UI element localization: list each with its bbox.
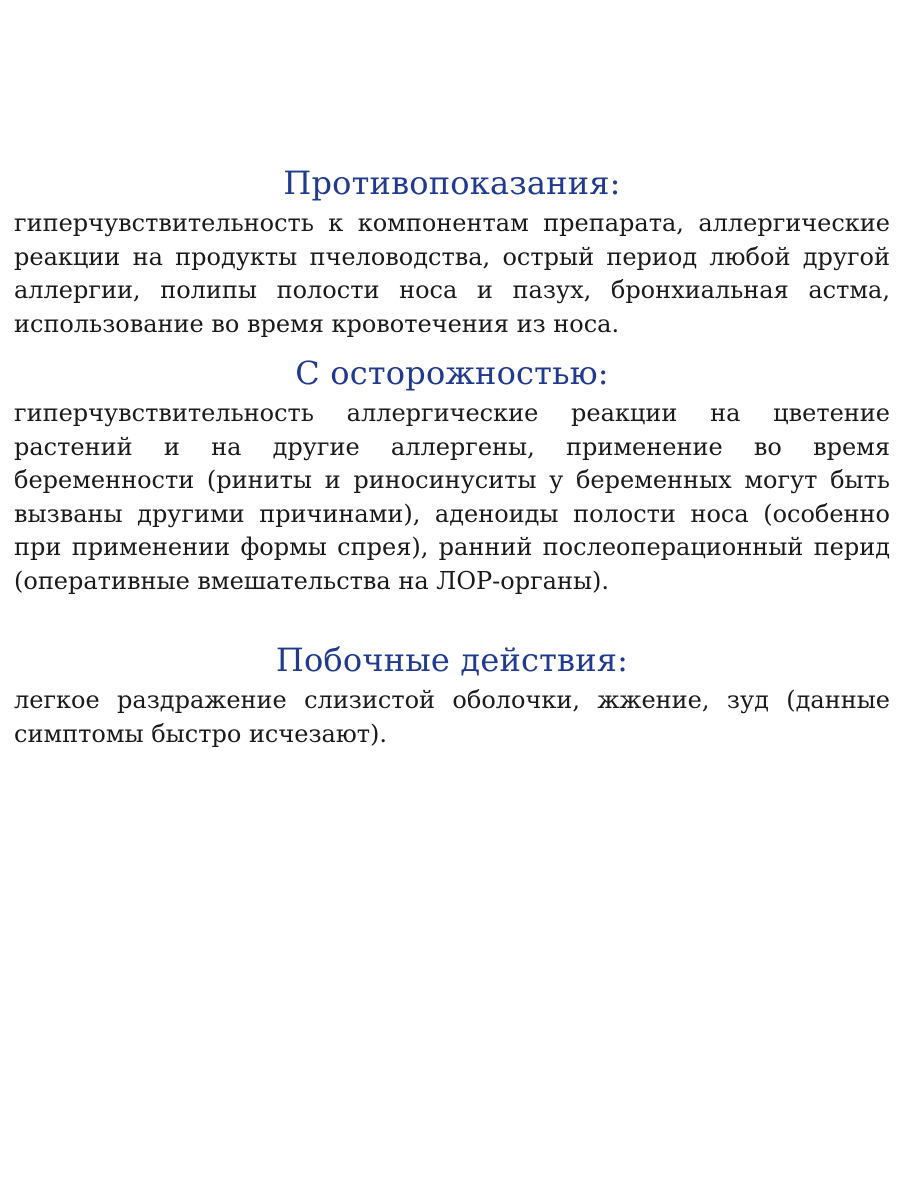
side-effects-heading: Побочные действия: [275,641,629,679]
contraindications-text: гиперчувствительность к компонентам препарата, аллергические реакции на продукты пчеловодства, острый период любой другой аллергии, полипы полости носа и пазух, бронхиальная астма, использование во время кровотечения из носа. [14,209,890,338]
caution-text: гиперчувствительность аллергические реакции на цветение растений и на другие аллергены, применение во время беременности (риниты и риносинуситы у беременных могут быть вызваны другими причинами), аденоиды полости носа (особенно при применении формы спрея), ранний послеоперационный перид (оперативные вмешательства на ЛОР-органы). [14,399,890,595]
document-page [14,157,890,751]
side-effects-text: легкое раздражение слизистой оболочки, жжение, зуд (данные симптомы быстро исчезают). [14,686,890,748]
caution-heading: С осторожностью: [295,354,609,392]
contraindications-heading: Противопоказания: [283,164,621,202]
